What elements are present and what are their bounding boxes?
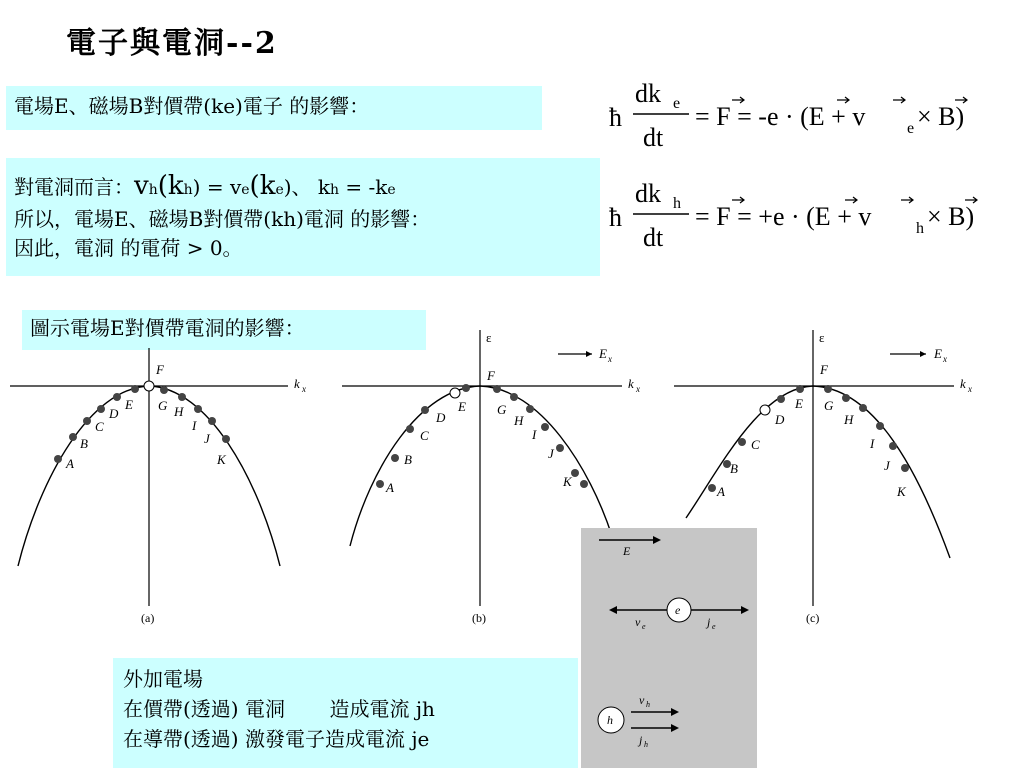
neg-ke: = -k — [339, 175, 388, 199]
hole-lead: 對電洞而言： — [14, 175, 134, 199]
eq1-rhs-sub: e — [907, 120, 915, 137]
eq2-rhs-sub: h — [916, 220, 924, 237]
panel-a-C: C — [95, 419, 104, 434]
v-sub: h — [148, 182, 158, 198]
inset-je-sub: e — [712, 622, 716, 631]
inset-je-label: j — [707, 615, 711, 629]
panel-c-top-label: F — [820, 362, 828, 377]
panel-c-A: A — [717, 484, 725, 499]
inset-jh-arrowhead — [671, 724, 679, 732]
band-diagrams — [0, 318, 1024, 648]
ve-sub: e — [241, 182, 250, 198]
applied-field-box — [113, 658, 578, 768]
panel-c-D: D — [775, 412, 785, 427]
panel-b-electrons — [376, 384, 588, 488]
panel-c-hole — [760, 405, 770, 415]
kh-sub: h — [330, 182, 340, 198]
panel-b-D: D — [436, 410, 446, 425]
panel-b-field-label: E — [599, 346, 607, 361]
panel-b-I: I — [532, 427, 537, 442]
panel-b-J: J — [548, 446, 554, 461]
panel-a-kx-label: k — [294, 376, 300, 391]
panel-c-I: I — [870, 436, 875, 451]
panel-b-H: H — [514, 413, 524, 428]
panel-a-K: K — [217, 452, 226, 467]
panel-b-caption: (b) — [472, 611, 486, 625]
panel-a-A: A — [66, 456, 74, 471]
eq-part: ) = v — [192, 175, 242, 199]
panel-a-hole — [144, 381, 154, 391]
panel-b-K: K — [563, 474, 572, 489]
eq2-rhs-end: × B) — [927, 202, 975, 231]
panel-c-field-label: E — [934, 346, 942, 361]
panel-b-E: E — [458, 399, 466, 414]
panel-c-kx-label: k — [960, 376, 966, 391]
eq1-hbar: ħ — [609, 103, 622, 132]
panel-a-top-label: F — [156, 362, 164, 377]
panel-a-H: H — [174, 404, 184, 419]
inset-je-arrowhead — [741, 606, 749, 614]
panel-b-top-label: F — [487, 368, 495, 383]
panel-b-field-arrowhead — [586, 351, 592, 357]
panel-a-kx-sub: x — [302, 384, 306, 394]
panel-b-A: A — [386, 480, 394, 495]
panel-a-B: B — [80, 436, 88, 451]
panel-c-field-sub: x — [943, 354, 947, 364]
current-inset — [581, 528, 757, 768]
panel-c-energy-label: ε — [819, 330, 825, 345]
eq1-num-sub: e — [673, 95, 681, 112]
eq2-den: dt — [643, 223, 664, 252]
panel-b-kx-sub: x — [636, 384, 640, 394]
eq2-num: dk — [635, 179, 661, 208]
eq2-hbar: ħ — [609, 203, 622, 232]
panel-b-field-sub: x — [608, 354, 612, 364]
inset-ve-label: v — [635, 615, 641, 629]
panel-a-D: D — [109, 406, 119, 421]
magnetic-effect-box — [6, 86, 542, 130]
inset-jh-label: j — [639, 733, 643, 747]
inset-vh-sub: h — [646, 700, 650, 709]
panel-b-hole — [450, 388, 460, 398]
inset-electron-label: e — [675, 603, 681, 617]
inset-ve-sub: e — [642, 622, 646, 631]
ke-symbol: (k — [249, 171, 276, 201]
panel-b-valence-band — [350, 386, 612, 546]
panel-a-electrons — [54, 385, 230, 463]
inset-vh-arrowhead — [671, 708, 679, 716]
panel-b-C: C — [420, 428, 429, 443]
panel-c-G: G — [824, 398, 834, 413]
hole-statement-line3: 因此，電洞 的電荷 > 0。 — [14, 236, 243, 260]
inset-hole-label: h — [607, 713, 613, 727]
panel-b-G: G — [497, 402, 507, 417]
panel-c-field-arrowhead — [920, 351, 926, 357]
neg-ke-sub: e — [387, 182, 396, 198]
hole-statement-box — [6, 158, 600, 276]
panel-b-energy-label: ε — [486, 330, 492, 345]
current-inset-drawing — [581, 528, 757, 768]
panel-a-J: J — [204, 431, 210, 446]
panel-c-C: C — [751, 437, 760, 452]
inset-ve-arrowhead — [609, 606, 617, 614]
eq1-num: dk — [635, 79, 661, 108]
panel-a-G: G — [158, 398, 168, 413]
figure-caption-text: 圖示電場E對價帶電洞的影響： — [30, 316, 305, 340]
applied-field-line1: 外加電場 — [123, 667, 203, 691]
inset-vh-label: v — [639, 693, 645, 707]
magnetic-effect-text: 電場E、磁場B對價帶(ke)電子 的影響： — [14, 94, 370, 118]
panel-c-kx-sub: x — [968, 384, 972, 394]
panel-a-I: I — [192, 418, 197, 433]
v-symbol: v — [134, 171, 149, 201]
applied-field-line3: 在導帶(透過) 激發電子造成電流 je — [123, 727, 430, 751]
panel-a-caption: (a) — [141, 611, 155, 625]
panel-c-caption: (c) — [806, 611, 820, 625]
panel-c-B: B — [730, 461, 738, 476]
k-symbol: (k — [157, 171, 184, 201]
panel-a — [10, 348, 306, 625]
panel-c-J: J — [884, 458, 890, 473]
inset-field-label: E — [623, 544, 631, 558]
hole-statement-line2: 所以，電場E、磁場B對價帶(kh)電洞 的影響： — [14, 207, 431, 231]
hole-statement-line1 — [14, 172, 592, 205]
panel-b-B: B — [404, 452, 412, 467]
kh-part: )、 k — [283, 175, 331, 199]
page-title: 電子與電洞--2 — [66, 26, 278, 61]
panel-c-K: K — [897, 484, 906, 499]
equations — [605, 78, 1015, 258]
eq1-rhs: = F = -e · (E + v — [695, 102, 866, 131]
eq2-rhs: = F = +e · (E + v — [695, 202, 872, 231]
ke-sub: e — [275, 182, 284, 198]
eq1-rhs-end: × B) — [917, 102, 965, 131]
eq1-den: dt — [643, 123, 664, 152]
inset-jh-sub: h — [644, 740, 648, 749]
k-sub: h — [183, 182, 193, 198]
applied-field-line2: 在價帶(透過) 電洞 造成電流 jh — [123, 697, 435, 721]
panel-c-H: H — [844, 412, 854, 427]
panel-c-E: E — [795, 396, 803, 411]
panel-b-kx-label: k — [628, 376, 634, 391]
panel-a-E: E — [125, 397, 133, 412]
eq2-num-sub: h — [673, 195, 681, 212]
inset-field-arrowhead — [653, 536, 661, 544]
